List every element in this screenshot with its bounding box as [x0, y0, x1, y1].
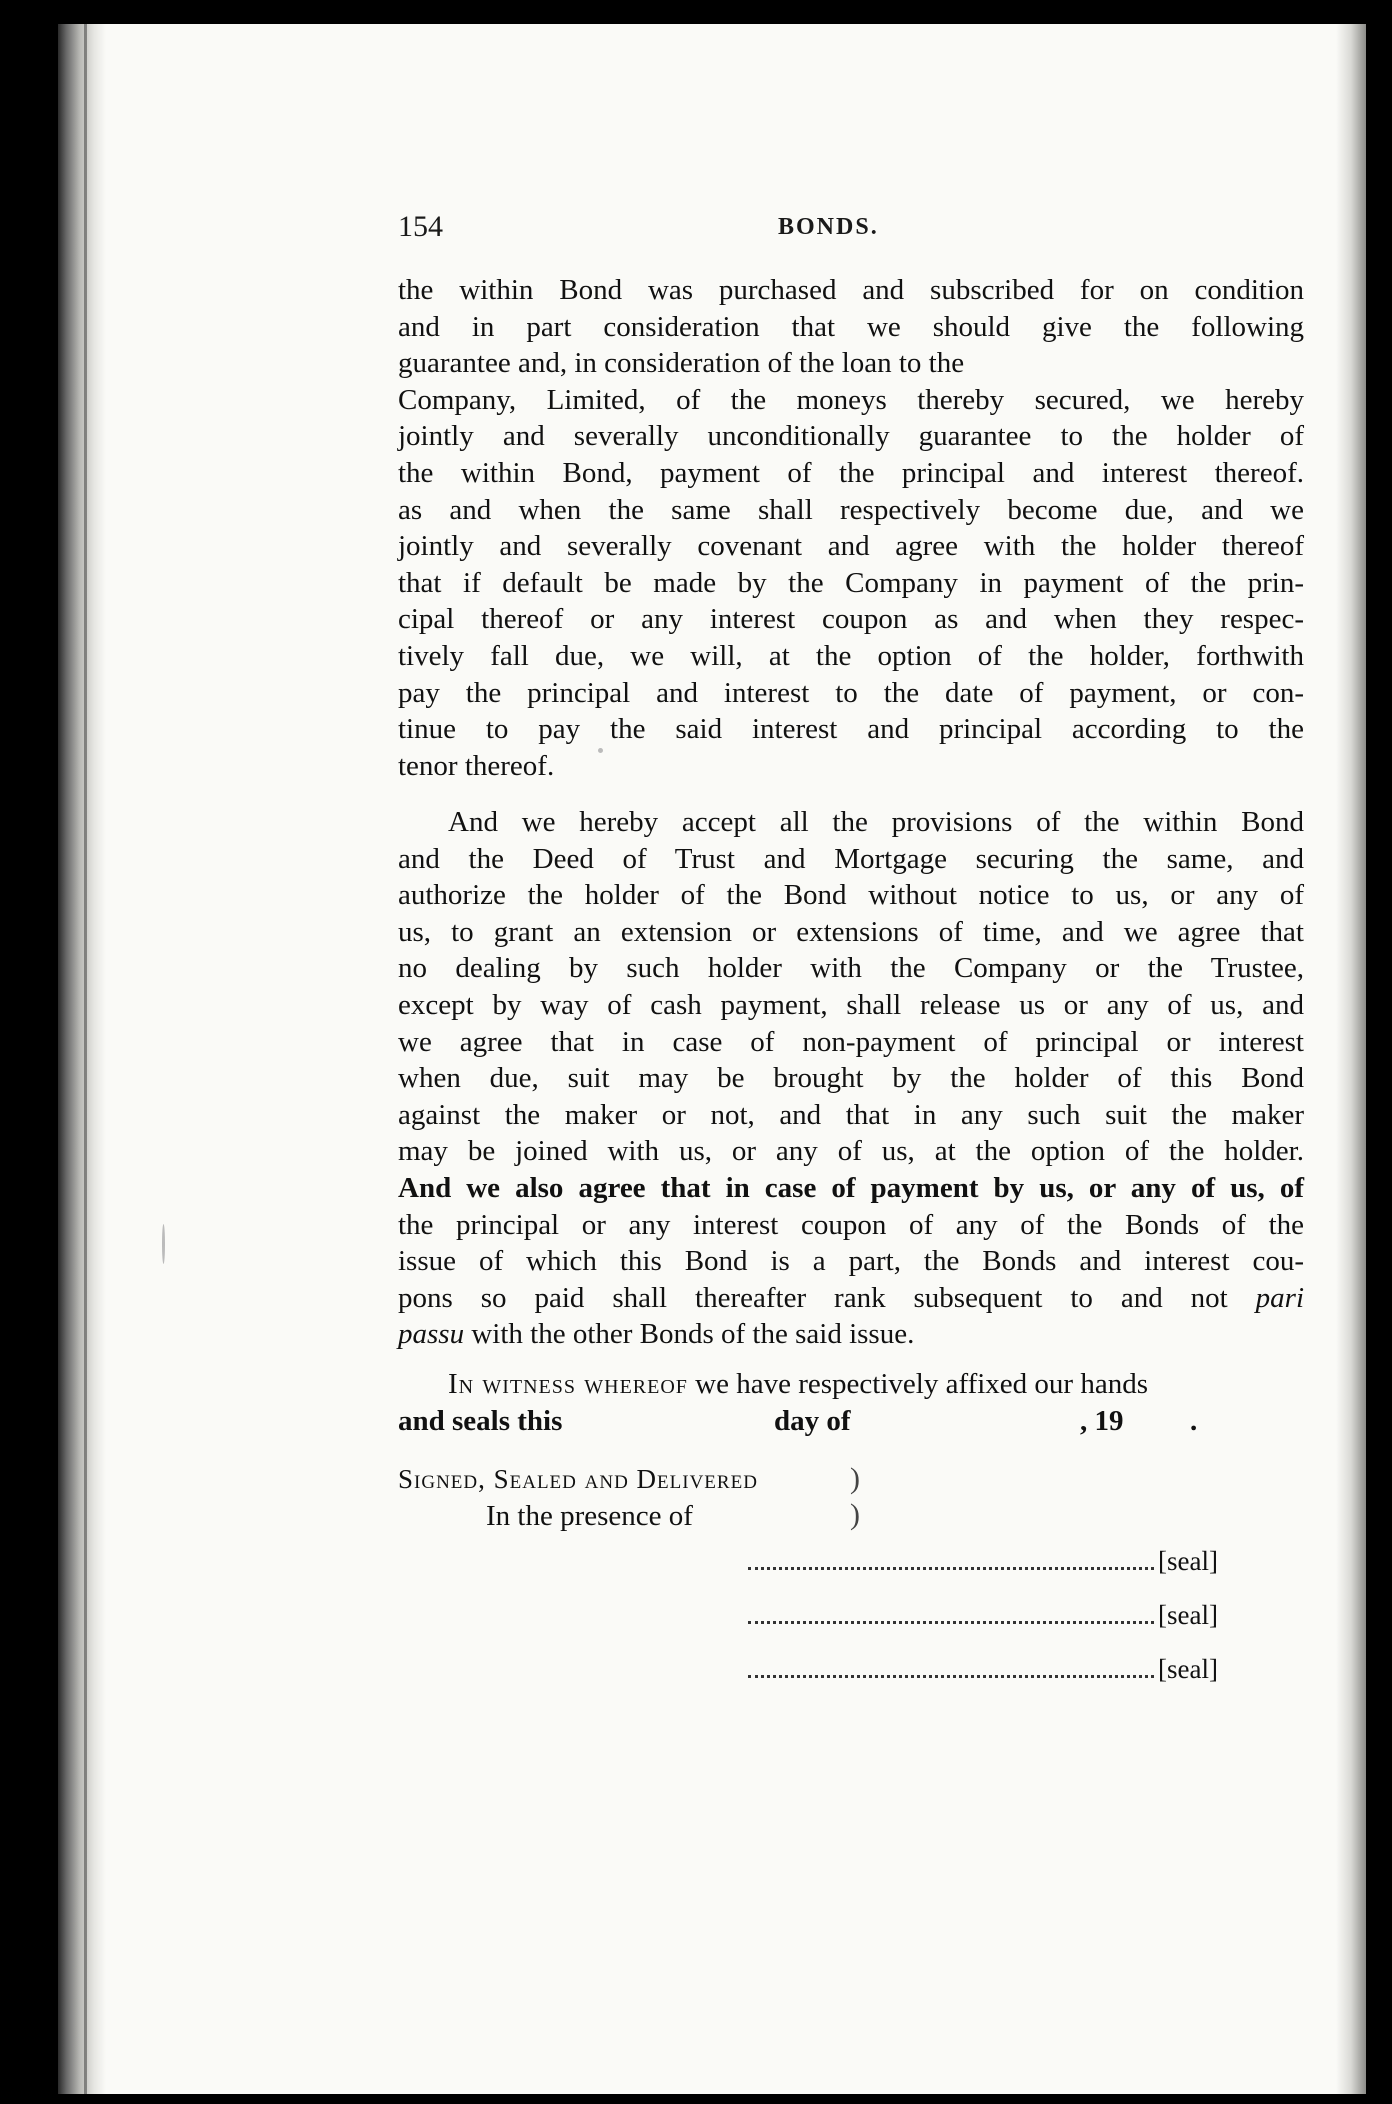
date-period: .	[1190, 1405, 1198, 1437]
seal-label: [seal]	[1158, 1600, 1218, 1630]
witness-clause	[398, 1366, 1304, 1403]
text-line: and the Deed of Trust and Mortgage securing the same, and	[398, 842, 1304, 875]
text-line: jointly and severally unconditionally guarantee to the holder of	[398, 420, 1304, 453]
acceptance-paragraph	[398, 804, 1304, 1353]
text-line: and in part consideration that we should give the following	[398, 310, 1304, 343]
dotted-leader	[748, 1547, 1154, 1570]
text-line-with-italic	[398, 1316, 1304, 1353]
seal-label: [seal]	[1158, 1654, 1218, 1684]
text-line	[398, 1366, 1304, 1403]
text-line: no dealing by such holder with the Company or the Trustee,	[398, 952, 1304, 985]
text-line-with-italic	[398, 1280, 1304, 1317]
signed-sealed-delivered: Signed, Sealed and Delivered	[398, 1464, 758, 1494]
document-page	[58, 24, 1366, 2094]
text-line: jointly and severally covenant and agree with the holder thereof	[398, 530, 1304, 563]
text-line: against the maker or not, and that in any such suit the maker	[398, 1098, 1304, 1131]
brace-mark: )	[850, 1498, 860, 1531]
text-line: that if default be made by the Company in payment of the prin-	[398, 566, 1304, 599]
text-segment: pons so paid shall thereafter rank subsequent to and not	[398, 1281, 1228, 1314]
text-line: authorize the holder of the Bond without notice to us, or any of	[398, 879, 1304, 912]
seal-label: [seal]	[1158, 1546, 1218, 1576]
brace-mark: )	[850, 1462, 860, 1495]
text-line: issue of which this Bond is a part, the Bonds and interest cou-	[398, 1245, 1304, 1278]
text-line: except by way of cash payment, shall release us or any of us, and	[398, 988, 1304, 1021]
signature-line	[748, 1654, 1218, 1685]
text-line: cipal thereof or any interest coupon as and when they respec-	[398, 603, 1304, 636]
text-line: we agree that in case of non-payment of principal or interest	[398, 1025, 1304, 1058]
day-of-label: day of	[774, 1405, 851, 1437]
witness-lead: In witness whereof	[448, 1368, 688, 1400]
text-line: tinue to pay the said interest and principal according to the	[398, 713, 1304, 746]
text-line: when due, suit may be brought by the holder of this Bond	[398, 1062, 1304, 1095]
text-line: guarantee and, in consideration of the loan to the	[398, 347, 965, 380]
text-line: the within Bond was purchased and subscribed for on condition	[398, 274, 1304, 306]
text-line: as and when the same shall respectively become due, and we	[398, 493, 1304, 526]
spine-edge-line	[84, 24, 87, 2094]
text-line: And we also agree that in case of payment by us, or any of us, of	[398, 1171, 1304, 1204]
year-label: , 19	[1080, 1405, 1124, 1437]
witness-rest: we have respectively affixed our hands	[687, 1368, 1148, 1400]
text-line: Company, Limited, of the moneys thereby secured, we hereby	[398, 383, 1304, 416]
text-line: the principal or any interest coupon of any of the Bonds of the	[398, 1208, 1304, 1241]
italic-word: pari	[1255, 1281, 1305, 1314]
text-line: tenor thereof.	[398, 749, 555, 782]
text-line: pay the principal and interest to the date of payment, or con-	[398, 676, 1304, 709]
in-presence-of: In the presence of	[486, 1500, 693, 1532]
guarantee-paragraph	[398, 272, 1304, 784]
text-line: the within Bond, payment of the principal and interest thereof.	[398, 456, 1304, 489]
text-line: And we hereby accept all the provisions of the within Bond	[448, 806, 1304, 838]
text-line: tively fall due, we will, at the option of the holder, forthwith	[398, 639, 1304, 672]
text-line: may be joined with us, or any of us, at the option of the holder.	[398, 1135, 1304, 1168]
text-segment: with the other Bonds of the said issue.	[471, 1318, 915, 1351]
book-spine-shadow	[58, 24, 106, 2094]
signature-line	[748, 1600, 1218, 1631]
running-head: BONDS.	[778, 214, 879, 240]
date-line	[398, 1405, 1304, 1442]
signature-line	[748, 1546, 1218, 1577]
seals-this-label: and seals this	[398, 1405, 563, 1437]
page-right-edge-shadow	[1336, 24, 1366, 2094]
page-number: 154	[398, 210, 443, 243]
text-line: us, to grant an extension or extensions of time, and we agree that	[398, 915, 1304, 948]
italic-word: passu	[398, 1318, 465, 1351]
dotted-leader	[748, 1655, 1154, 1678]
scan-speck	[162, 1224, 165, 1264]
scan-speck	[598, 748, 603, 753]
dotted-leader	[748, 1601, 1154, 1624]
